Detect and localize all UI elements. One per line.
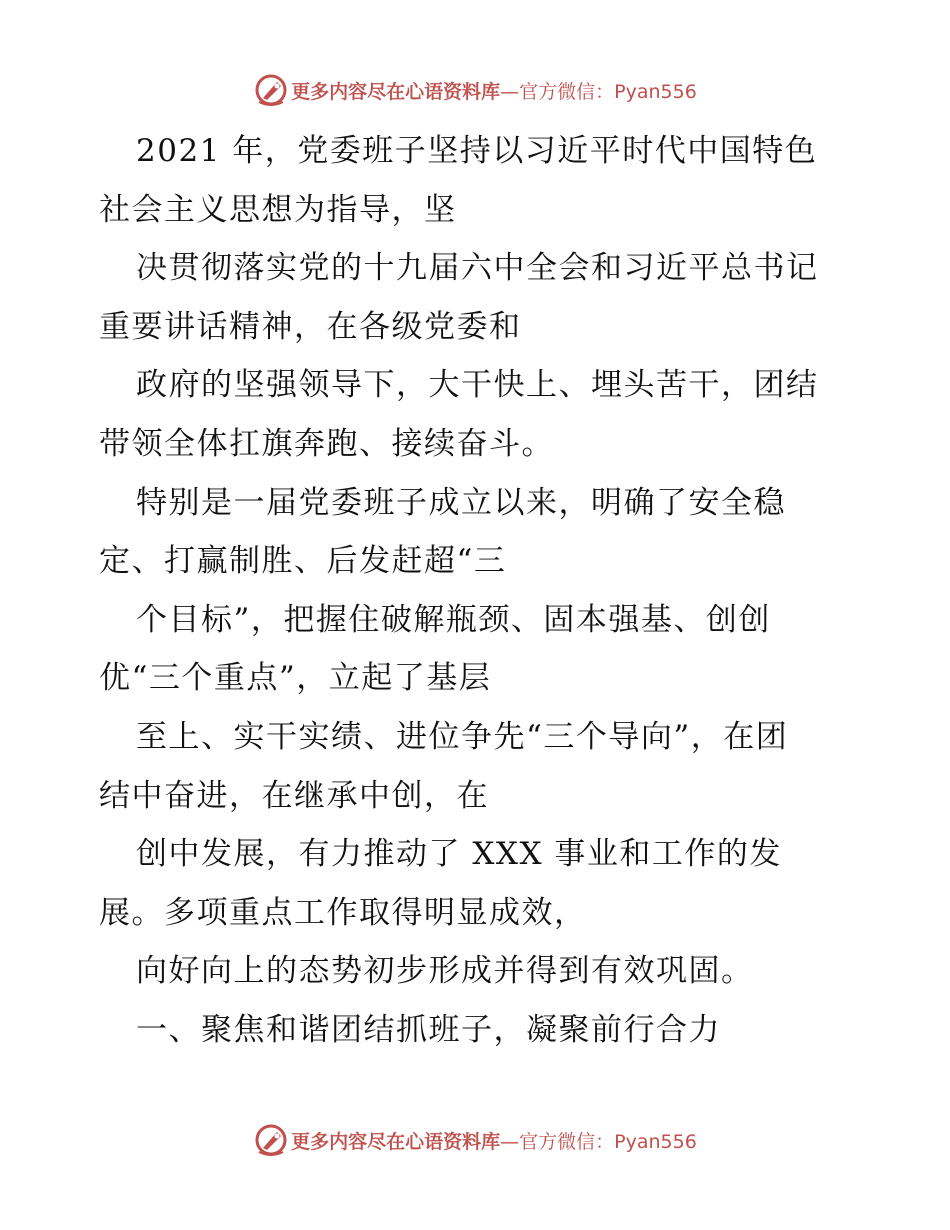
text-line: 创中发展，有力推动了 XXX 事业和工作的发 — [136, 836, 782, 873]
footer-watermark — [0, 1120, 950, 1160]
text-line: 定、打赢制胜、后发赶超“三 — [99, 543, 507, 580]
watermark-text: 更多内容尽在心语资料库—官方微信：Pyan556 — [291, 1130, 697, 1153]
text-line: 政府的坚强领导下，大干快上、埋头苦干，团结 — [136, 367, 819, 404]
text-line: 2021 年，党委班子坚持以习近平时代中国特色 — [136, 133, 818, 169]
text-line: 特别是一届党委班子成立以来，明确了安全稳 — [136, 484, 786, 521]
text-line: 优“三个重点”，立起了基层 — [99, 660, 492, 697]
header-watermark — [0, 70, 950, 110]
document-body — [99, 122, 859, 1060]
text-line: 重要讲话精神，在各级党委和 — [99, 308, 522, 345]
text-line: 至上、实干实绩、进位争先“三个导向”，在团 — [136, 718, 789, 755]
watermark-text: 更多内容尽在心语资料库—官方微信：Pyan556 — [291, 80, 697, 103]
text-line: 展。多项重点工作取得明显成效， — [99, 894, 587, 931]
text-line: 带领全体扛旗奔跑、接续奋斗。 — [99, 425, 554, 462]
text-line: 决贯彻落实党的十九届六中全会和习近平总书记 — [136, 250, 819, 287]
text-line: 社会主义思想为指导，坚 — [99, 191, 457, 228]
pen-nib-logo-icon — [253, 72, 289, 108]
text-line: 向好向上的态势初步形成并得到有效巩固。 — [136, 953, 754, 990]
pen-nib-logo-icon — [253, 1122, 289, 1158]
section-heading: 一、聚焦和谐团结抓班子，凝聚前行合力 — [136, 1011, 721, 1048]
text-line: 个目标”，把握住破解瓶颈、固本强基、创创 — [136, 601, 771, 638]
text-line: 结中奋进，在继承中创，在 — [99, 777, 489, 814]
